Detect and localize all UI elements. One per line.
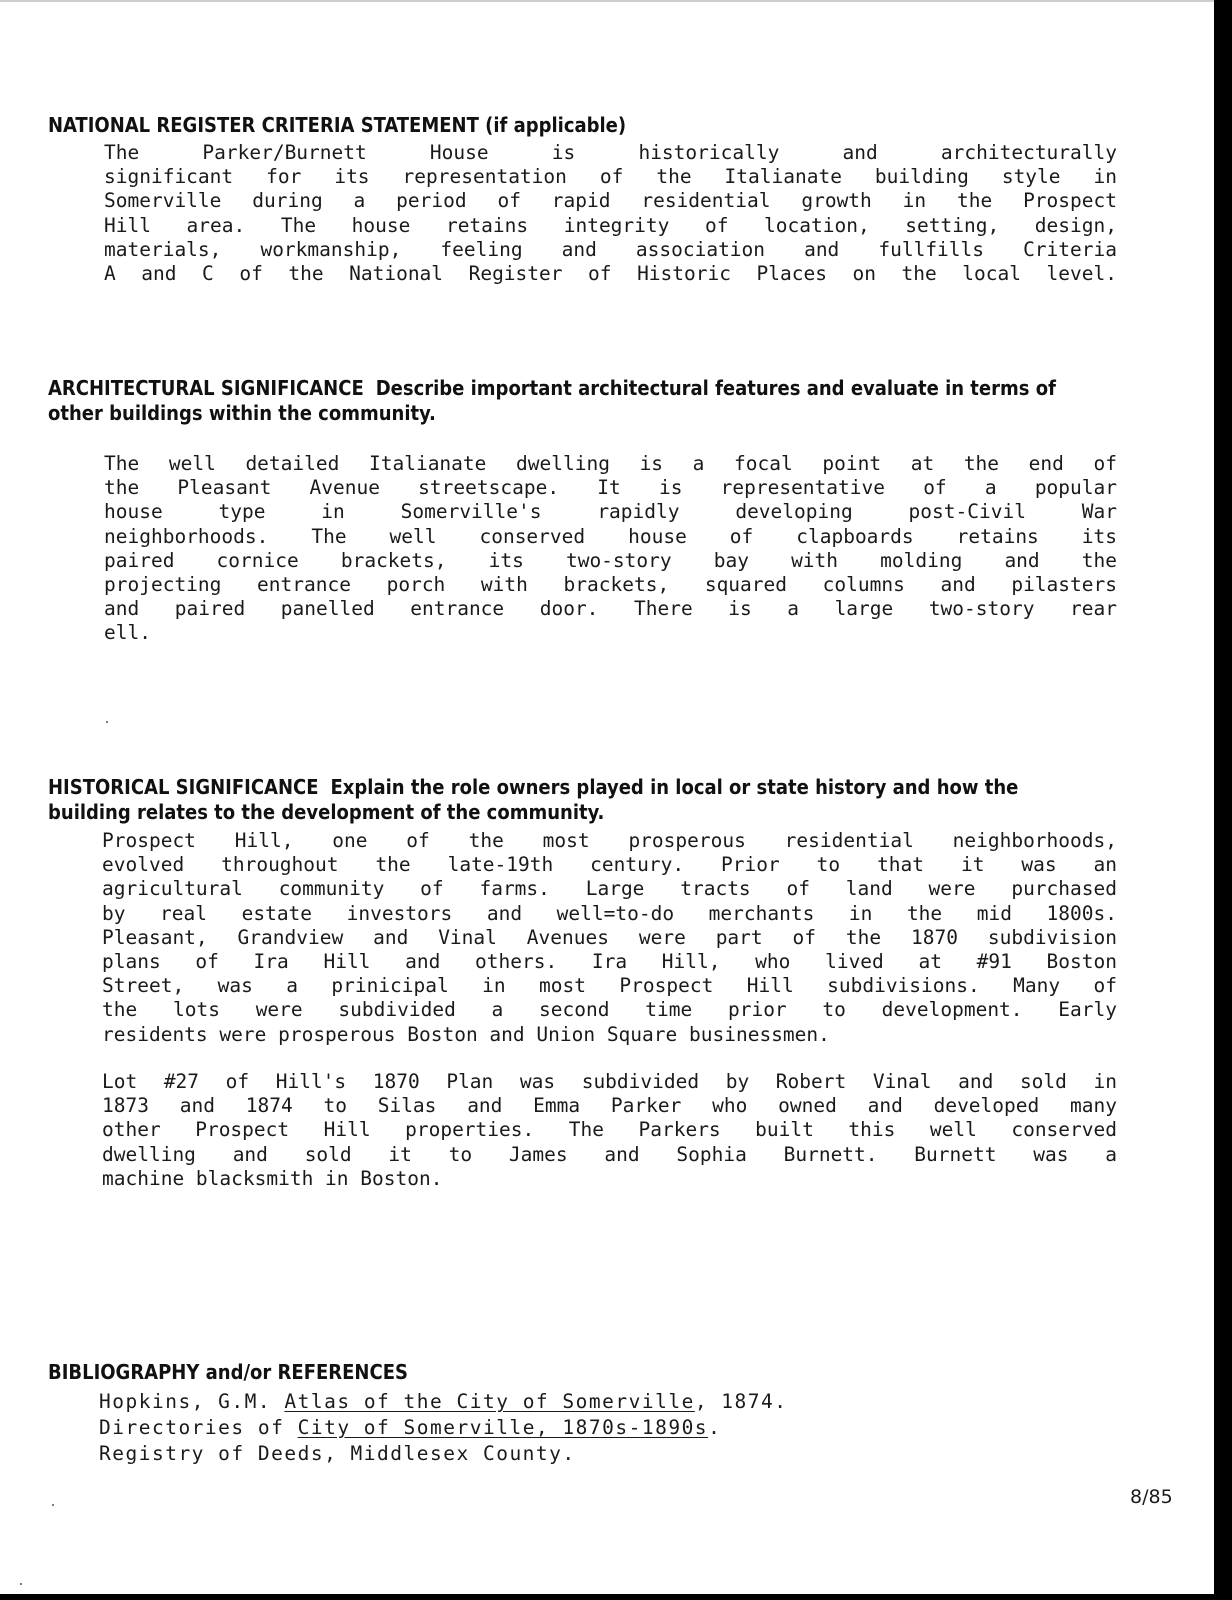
historical-line: the lots were subdivided a second time prior to development. Early	[102, 998, 1117, 1022]
scan-right-edge	[1214, 0, 1232, 1600]
architectural-line: projecting entrance porch with brackets, squared columns and pilasters	[104, 572, 1117, 596]
reference-author: Hopkins, G.M.	[99, 1390, 285, 1413]
architectural-line: The well detailed Italianate dwelling is a focal point at the end of	[104, 452, 1117, 475]
architectural-prompt: Describe important architectural features and evaluate in terms of	[375, 376, 1056, 400]
reference-title: Atlas of the City of Somerville	[284, 1390, 695, 1413]
historical-line: evolved throughout the late-19th century. Prior to that it was an	[102, 853, 1117, 877]
national-register-heading	[48, 113, 626, 138]
national-register-line: significant for its representation of the Italianate building style in	[104, 165, 1117, 189]
architectural-line: house type in Somerville's rapidly developing post-Civil War	[104, 500, 1117, 524]
scan-speck	[106, 721, 108, 723]
national-register-heading-text: NATIONAL REGISTER CRITERIA STATEMENT (if applicable)	[48, 113, 627, 137]
architectural-heading-text: ARCHITECTURAL SIGNIFICANCE	[48, 376, 364, 400]
scan-speck	[52, 1504, 54, 1506]
bibliography-list	[99, 1389, 788, 1467]
national-register-line: Hill area. The house retains integrity of location, setting, design,	[104, 213, 1117, 237]
historical-line: machine blacksmith in Boston.	[102, 1166, 443, 1190]
architectural-prompt-line2: other buildings within the community.	[48, 401, 436, 425]
historical-line: Lot #27 of Hill's 1870 Plan was subdivided by Robert Vinal and sold in	[102, 1070, 1117, 1093]
scan-top-edge	[0, 0, 1232, 2]
historical-line: dwelling and sold it to James and Sophia Burnett. Burnett was a	[102, 1142, 1117, 1166]
reference-prefix: Directories of	[99, 1416, 298, 1439]
historical-paragraph-1	[102, 829, 1117, 1047]
historical-line: residents were prosperous Boston and Union Square businessmen.	[102, 1022, 830, 1046]
national-register-body	[104, 141, 1117, 286]
national-register-line: The Parker/Burnett House is historically and architecturally	[104, 141, 1117, 164]
reference-suffix: .	[708, 1416, 722, 1439]
national-register-line: materials, workmanship, feeling and association and fullfills Criteria	[104, 237, 1117, 261]
architectural-heading	[48, 376, 1056, 426]
historical-prompt-line2: building relates to the development of the community.	[48, 800, 605, 824]
historical-line: 1873 and 1874 to Silas and Emma Parker who owned and developed many	[102, 1094, 1117, 1118]
historical-prompt: Explain the role owners played in local or state history and how the	[330, 775, 1019, 799]
reference-item: Registry of Deeds, Middlesex County.	[99, 1442, 576, 1465]
reference-year: , 1874.	[694, 1390, 788, 1413]
historical-paragraph-2	[102, 1070, 1117, 1191]
scan-bottom-edge	[0, 1594, 1232, 1600]
national-register-line: A and C of the National Register of Historic Places on the local level.	[104, 261, 1117, 285]
architectural-body	[104, 452, 1117, 646]
historical-line: Street, was a prinicipal in most Prospect Hill subdivisions. Many of	[102, 974, 1117, 998]
historical-line: other Prospect Hill properties. The Parkers built this well conserved	[102, 1118, 1117, 1142]
historical-heading	[48, 775, 1018, 825]
scan-speck	[20, 1583, 22, 1585]
architectural-line: ell.	[104, 621, 151, 645]
reference-item	[99, 1389, 788, 1415]
reference-title: City of Somerville, 1870s-1890s	[297, 1416, 709, 1439]
page-number: 8/85	[1130, 1486, 1173, 1508]
historical-heading-text: HISTORICAL SIGNIFICANCE	[48, 775, 319, 799]
historical-line: Prospect Hill, one of the most prosperous residential neighborhoods,	[102, 829, 1117, 852]
bibliography-heading-text: BIBLIOGRAPHY and/or REFERENCES	[48, 1360, 408, 1384]
historical-line: plans of Ira Hill and others. Ira Hill, who lived at #91 Boston	[102, 949, 1117, 973]
architectural-line: neighborhoods. The well conserved house of clapboards retains its	[104, 524, 1117, 548]
historical-line: by real estate investors and well=to-do merchants in the mid 1800s.	[102, 901, 1117, 925]
bibliography-heading	[48, 1360, 408, 1385]
national-register-line: Somerville during a period of rapid residential growth in the Prospect	[104, 189, 1117, 213]
architectural-line: the Pleasant Avenue streetscape. It is representative of a popular	[104, 476, 1117, 500]
architectural-line: paired cornice brackets, its two-story bay with molding and the	[104, 548, 1117, 572]
historical-line: Pleasant, Grandview and Vinal Avenues were part of the 1870 subdivision	[102, 925, 1117, 949]
architectural-line: and paired panelled entrance door. There is a large two-story rear	[104, 597, 1117, 621]
historical-line: agricultural community of farms. Large tracts of land were purchased	[102, 877, 1117, 901]
reference-item	[99, 1415, 788, 1441]
